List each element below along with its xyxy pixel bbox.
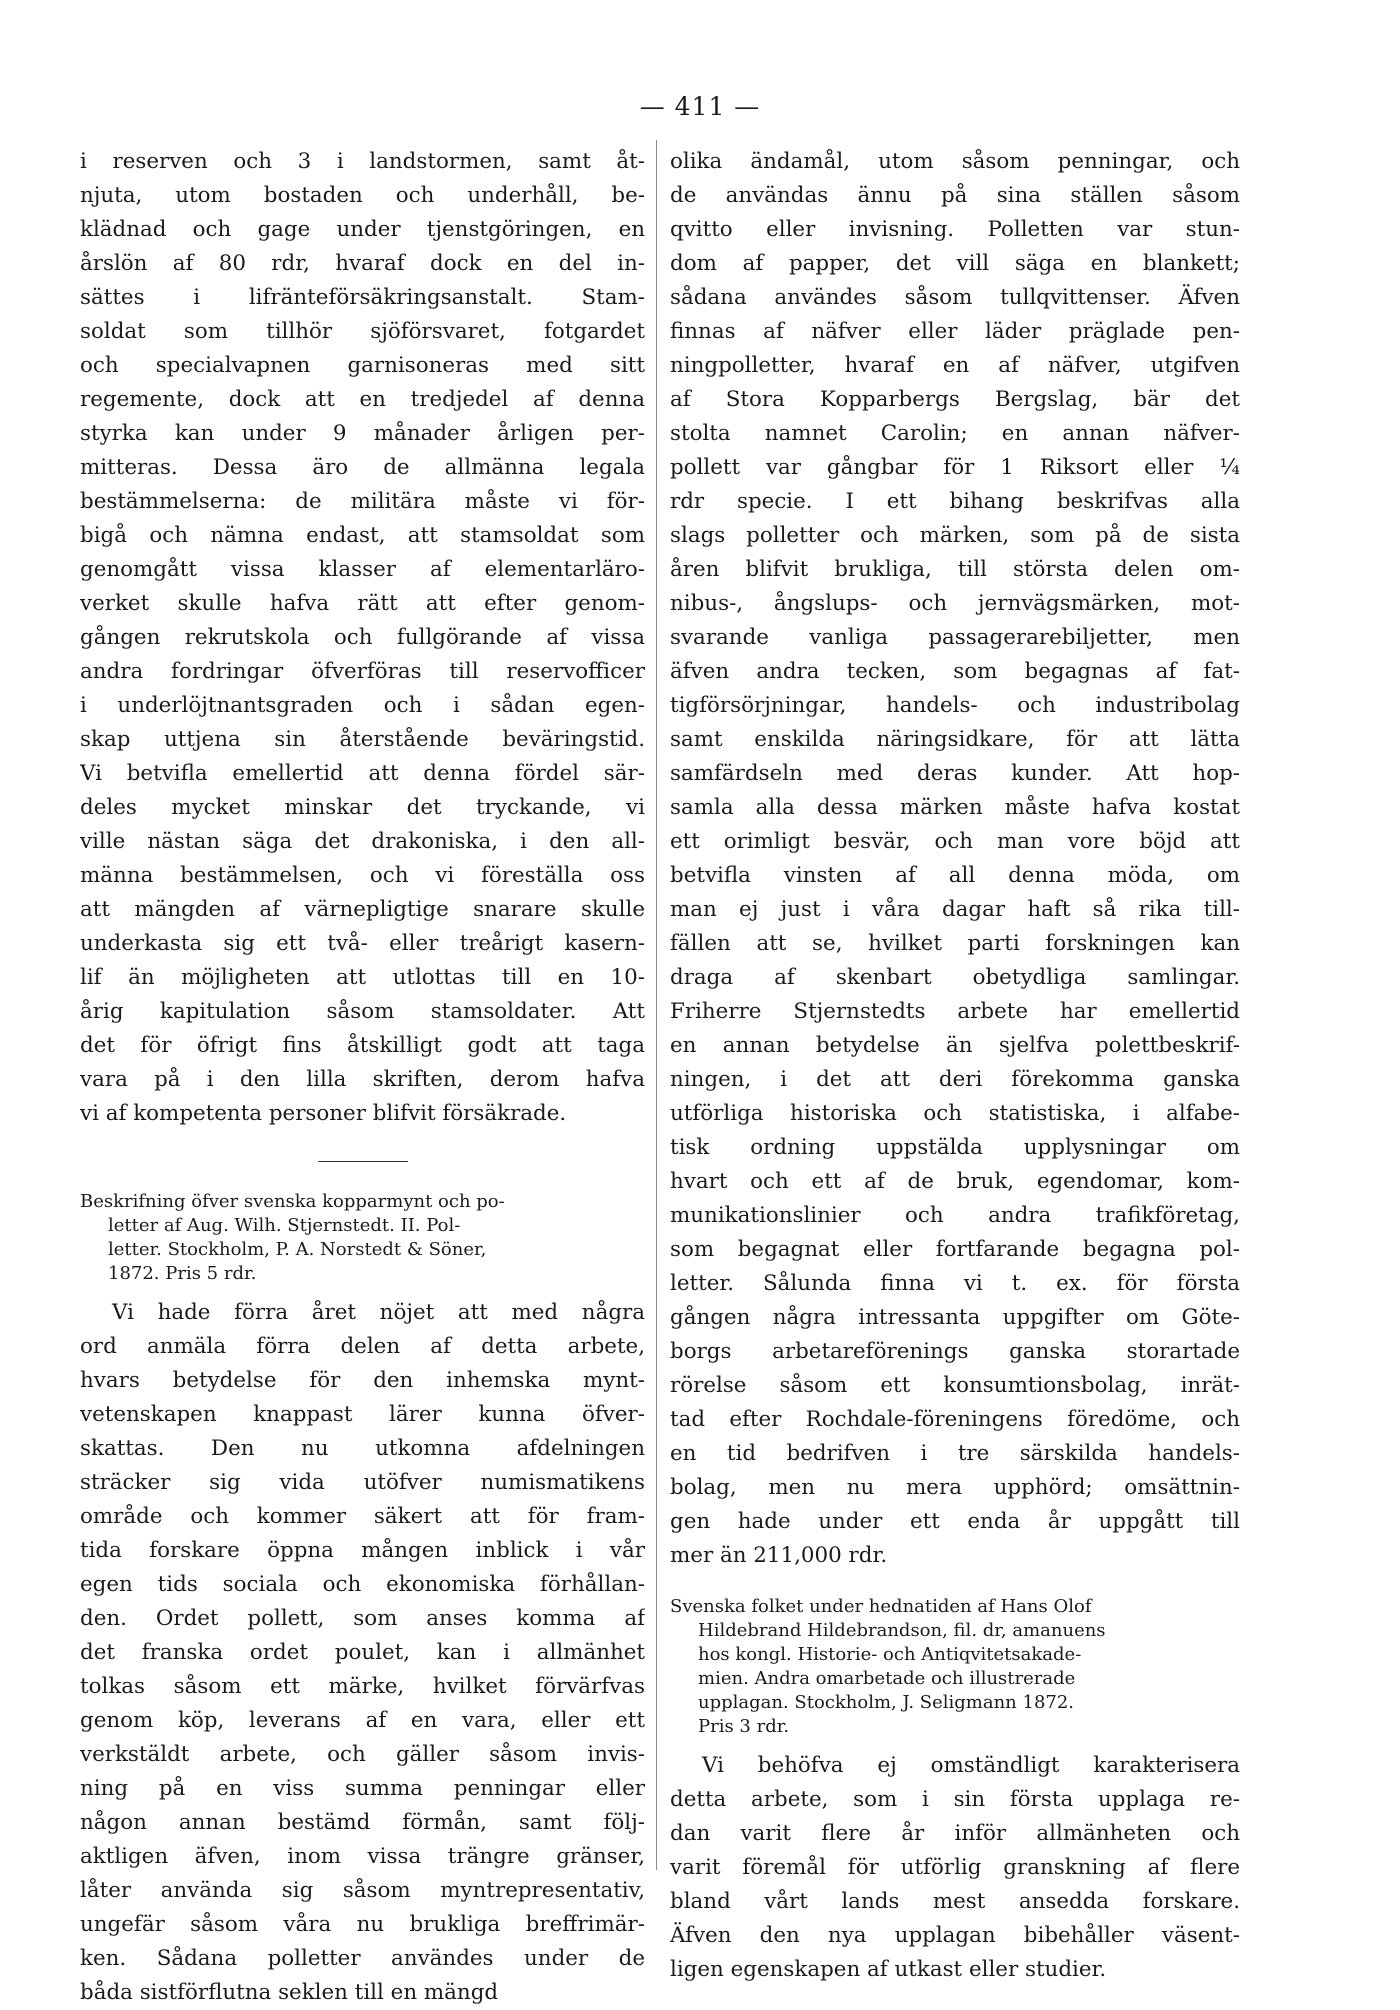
text-line: vi af kompetenta personer blifvit försäkrade. [80, 1101, 567, 1126]
text-line: någon annan bestämd förmån, samt följ- [80, 1810, 645, 1835]
right-column [670, 145, 1240, 1987]
text-line: detta arbete, som i sin första upplaga re- [670, 1787, 1240, 1812]
text-line: soldat som tillhör sjöförsvaret, fotgardet [80, 319, 645, 344]
text-line: tigförsörjningar, handels- och industribolag [670, 693, 1240, 718]
text-line: mien. Andra omarbetade och illustrerade [698, 1668, 1076, 1689]
text-line: Friherre Stjernstedts arbete har emellertid [670, 999, 1240, 1024]
text-line: Vi betvifla emellertid att denna fördel sär- [80, 761, 645, 786]
text-line: äfven andra tecken, som begagnas af fat- [670, 659, 1240, 684]
text-line: båda sistförflutna seklen till en mängd [80, 1980, 499, 2005]
text-line: tisk ordning uppstälda upplysningar om [670, 1135, 1240, 1160]
text-line: tida forskare öppna mången inblick i vår [80, 1538, 645, 1563]
text-line: vetenskapen knappast lärer kunna öfver- [80, 1402, 645, 1427]
text-line: fällen att se, hvilket parti forskningen kan [670, 931, 1240, 956]
text-line: ligen egenskapen af utkast eller studier. [670, 1957, 1107, 1982]
text-line: ett orimligt besvär, och man vore böjd att [670, 829, 1240, 854]
text-line: varit föremål för utförlig granskning af flere [670, 1855, 1240, 1880]
text-line: andra fordringar öfverföras till reservofficer [80, 659, 645, 684]
left-review-heading [80, 1190, 645, 1286]
text-line: det franska ordet poulet, kan i allmänhet [80, 1640, 645, 1665]
text-line: nibus-, ångslups- och jernvägsmärken, mot- [670, 591, 1240, 616]
text-line: verkstäldt arbete, och gäller såsom invis- [80, 1742, 645, 1767]
text-line: sådana användes såsom tullqvittenser. Äfven [670, 285, 1240, 310]
text-line: samla alla dessa märken måste hafva kostat [670, 795, 1240, 820]
text-line: qvitto eller invisning. Polletten var stun- [670, 217, 1240, 242]
text-line: borgs arbetareförenings ganska storartade [670, 1339, 1240, 1364]
text-line: bolag, men nu mera upphörd; omsättnin- [670, 1475, 1240, 1500]
right-review-heading [670, 1595, 1240, 1739]
text-line: i reserven och 3 i landstormen, samt åt- [80, 149, 645, 174]
text-line: tolkas såsom ett märke, hvilket förvärfvas [80, 1674, 645, 1699]
text-line: det för öfrigt fins åtskilligt godt att taga [80, 1033, 645, 1058]
text-line: låter använda sig såsom myntrepresentativ, [80, 1878, 645, 1903]
text-line: svarande vanliga passagerarebiljetter, men [670, 625, 1240, 650]
text-line: olika ändamål, utom såsom penningar, och [670, 149, 1240, 174]
text-line: betvifla vinsten af all denna möda, om [670, 863, 1240, 888]
text-line: ungefär såsom våra nu brukliga breffrimär- [80, 1912, 645, 1937]
text-line: utförliga historiska och statistiska, i alfabe- [670, 1101, 1240, 1126]
text-line: skap uttjena sin återstående beväringstid. [80, 727, 645, 752]
text-line: i underlöjtnantsgraden och i sådan egen- [80, 693, 645, 718]
text-line: gången rekrutskola och fullgörande af vissa [80, 625, 645, 650]
text-line: åren blifvit brukliga, till största delen om- [670, 557, 1240, 582]
left-paragraph-2 [80, 1296, 645, 2010]
text-line: 1872. Pris 5 rdr. [108, 1263, 257, 1284]
text-line: att mängden af värnepligtige snarare skulle [80, 897, 645, 922]
text-line: letter. Sålunda finna vi t. ex. för första [670, 1271, 1240, 1296]
text-line: Äfven den nya upplagan bibehåller väsent- [670, 1923, 1240, 1948]
section-separator [318, 1161, 408, 1162]
text-line: årig kapitulation såsom stamsoldater. Att [80, 999, 645, 1024]
text-line: stolta namnet Carolin; en annan näfver- [670, 421, 1240, 446]
text-line: skattas. Den nu utkomna afdelningen [80, 1436, 645, 1461]
text-line: som begagnat eller fortfarande begagna pol- [670, 1237, 1240, 1262]
text-line: letter. Stockholm, P. A. Norstedt & Söner, [108, 1239, 487, 1260]
text-line: ord anmäla förra delen af detta arbete, [80, 1334, 645, 1359]
text-line: hvart och ett af de bruk, egendomar, kom- [670, 1169, 1240, 1194]
text-line: verket skulle hafva rätt att efter genom- [80, 591, 645, 616]
text-line: dan varit flere år inför allmänheten och [670, 1821, 1240, 1846]
text-line: draga af skenbart obetydliga samlingar. [670, 965, 1240, 990]
text-line: männa bestämmelsen, och vi föreställa oss [80, 863, 645, 888]
text-line: aktligen äfven, inom vissa trängre gränser, [80, 1844, 645, 1869]
text-line: dom af papper, det vill säga en blankett; [670, 251, 1240, 276]
text-line: pollett var gångbar för 1 Riksort eller ¼ [670, 455, 1240, 480]
text-line: tad efter Rochdale-föreningens föredöme, och [670, 1407, 1240, 1432]
text-line: och specialvapnen garnisoneras med sitt [80, 353, 645, 378]
text-line: Vi behöfva ej omständligt karakterisera [702, 1753, 1240, 1778]
text-line: vara på i den lilla skriften, derom hafva [80, 1067, 645, 1092]
text-line: ken. Sådana polletter användes under de [80, 1946, 645, 1971]
text-line: Vi hade förra året nöjet att med några [112, 1300, 645, 1325]
text-line: klädnad och gage under tjenstgöringen, en [80, 217, 645, 242]
text-line: Svenska folket under hednatiden af Hans Olof [670, 1596, 1092, 1617]
text-line: samfärdseln med deras kunder. Att hop- [670, 761, 1240, 786]
text-line: ville nästan säga det drakoniska, i den all- [80, 829, 645, 854]
text-line: genomgått vissa klasser af elementarläro- [80, 557, 645, 582]
left-column [80, 145, 645, 2010]
text-line: ning på en viss summa penningar eller [80, 1776, 645, 1801]
text-line: upplagan. Stockholm, J. Seligmann 1872. [698, 1692, 1075, 1713]
text-line: bland vårt lands mest ansedda forskare. [670, 1889, 1240, 1914]
text-line: den. Ordet pollett, som anses komma af [80, 1606, 645, 1631]
text-line: bigå och nämna endast, att stamsoldat som [80, 523, 645, 548]
text-line: finnas af näfver eller läder präglade pen- [670, 319, 1240, 344]
text-line: sättes i lifränteförsäkringsanstalt. Stam- [80, 285, 645, 310]
right-paragraph-2 [670, 1749, 1240, 1987]
text-line: njuta, utom bostaden och underhåll, be- [80, 183, 645, 208]
column-divider [656, 140, 657, 1870]
text-line: mer än 211,000 rdr. [670, 1543, 888, 1568]
text-line: bestämmelserna: de militära måste vi för- [80, 489, 645, 514]
text-line: Beskrifning öfver svenska kopparmynt och po- [80, 1191, 505, 1212]
text-line: hvars betydelse för den inhemska mynt- [80, 1368, 645, 1393]
text-line: samt enskilda näringsidkare, för att lätta [670, 727, 1240, 752]
text-line: en tid bedrifven i tre särskilda handels- [670, 1441, 1240, 1466]
text-line: af Stora Kopparbergs Bergslag, bär det [670, 387, 1240, 412]
text-line: deles mycket minskar det tryckande, vi [80, 795, 645, 820]
text-line: rörelse såsom ett konsumtionsbolag, inrät- [670, 1373, 1240, 1398]
left-paragraph-1 [80, 145, 645, 1131]
text-line: en annan betydelse än sjelfva polettbeskrif- [670, 1033, 1240, 1058]
text-line: område och kommer säkert att för fram- [80, 1504, 645, 1529]
text-line: årslön af 80 rdr, hvaraf dock en del in- [80, 251, 645, 276]
text-line: Pris 3 rdr. [698, 1716, 790, 1737]
right-paragraph-1 [670, 145, 1240, 1573]
text-line: genom köp, leverans af en vara, eller ett [80, 1708, 645, 1733]
text-line: gången några intressanta uppgifter om Göte- [670, 1305, 1240, 1330]
text-line: slags polletter och märken, som på de sista [670, 523, 1240, 548]
text-line: sträcker sig vida utöfver numismatikens [80, 1470, 645, 1495]
text-line: gen hade under ett enda år uppgått till [670, 1509, 1240, 1534]
text-line: mitteras. Dessa äro de allmänna legala [80, 455, 645, 480]
text-line: rdr specie. I ett bihang beskrifvas alla [670, 489, 1240, 514]
text-line: munikationslinier och andra trafikföretag, [670, 1203, 1240, 1228]
text-line: Hildebrand Hildebrandson, fil. dr, amanuens [698, 1620, 1106, 1641]
text-line: underkasta sig ett två- eller treårigt kasern- [80, 931, 645, 956]
text-line: regemente, dock att en tredjedel af denna [80, 387, 645, 412]
text-line: ningpolletter, hvaraf en af näfver, utgifven [670, 353, 1240, 378]
text-line: de användas ännu på sina ställen såsom [670, 183, 1240, 208]
text-line: egen tids sociala och ekonomiska förhållan- [80, 1572, 645, 1597]
text-line: letter af Aug. Wilh. Stjernstedt. II. Pol- [108, 1215, 461, 1236]
text-line: man ej just i våra dagar haft så rika till- [670, 897, 1240, 922]
text-line: ningen, i det att deri förekomma ganska [670, 1067, 1240, 1092]
text-line: styrka kan under 9 månader årligen per- [80, 421, 645, 446]
text-line: hos kongl. Historie- och Antiqvitetsakade- [698, 1644, 1082, 1665]
text-line: lif än möjligheten att utlottas till en 10- [80, 965, 645, 990]
page-number: — 411 — [639, 92, 761, 121]
